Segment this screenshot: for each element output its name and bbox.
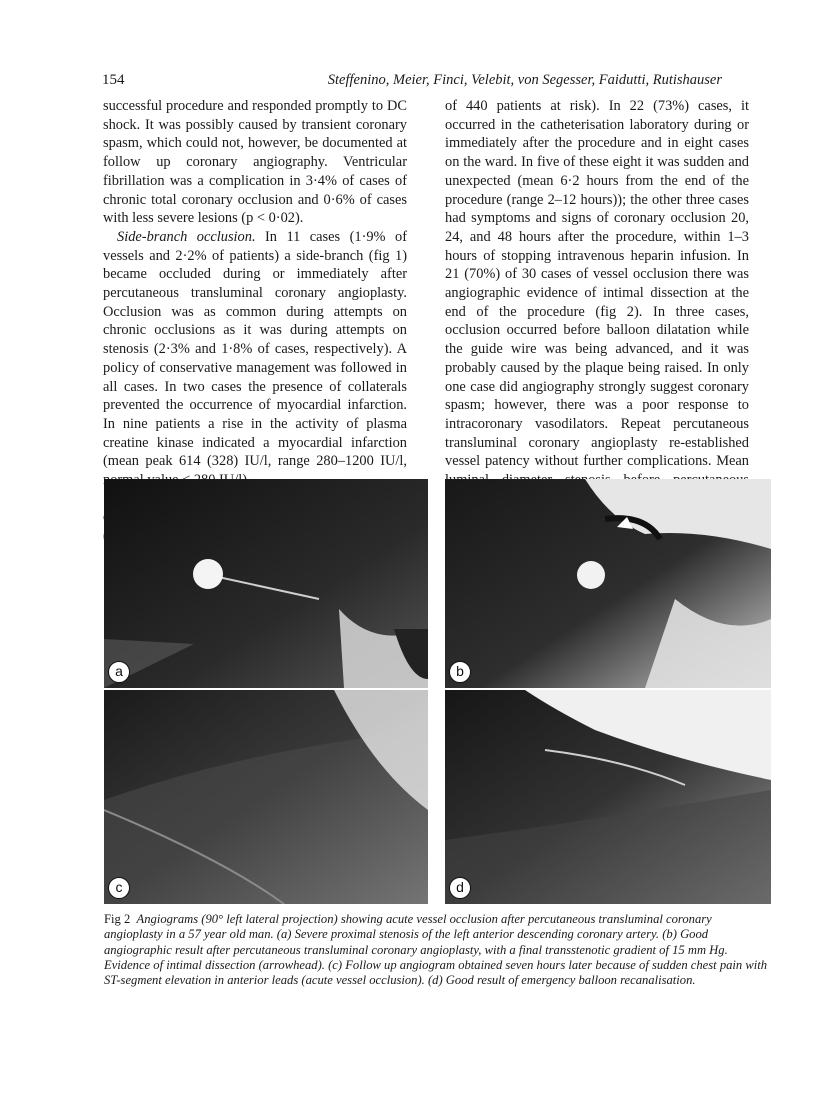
angiogram-image-b: [445, 479, 771, 688]
paragraph: [103, 228, 407, 490]
running-head-authors: Steffenino, Meier, Finci, Velebit, von Segesser, Faidutti, Rutishauser: [327, 72, 722, 88]
angiogram-image-a: [104, 479, 428, 688]
angiogram-panel-d: [445, 690, 771, 904]
figure-caption: [104, 912, 772, 988]
paragraph-text: successful procedure and responded promptly to DC shock. It was possibly caused by transient coronary spasm, which could not, however, be documented at follow up coronary angiography. Ventricular fibrillation was a complication in 3·4% of cases of chronic total coronary occlusion and 0·6% of cases with less severe lesions (p < 0·02).: [103, 98, 407, 227]
figure-caption-text: Angiograms (90° left lateral projection) showing acute vessel occlusion after percutaneous transluminal coronary angioplasty in a 57 year old man. (a) Severe proximal stenosis of the left anterior descending coronary artery. (b) Good angiographic result after percutaneous transluminal coronary angioplasty, with a final transstenotic gradient of 15 mm Hg. Evidence of intimal dissection (arrowhead). (c) Follow up angiogram obtained seven hours later because of sudden chest pain with ST-segment elevation in anterior leads (acute vessel occlusion). (d) Good result of emergency balloon recanalisation.: [104, 912, 768, 988]
figure-caption-label: Fig 2: [104, 912, 131, 926]
angiogram-image-c: [104, 690, 428, 904]
paragraph: [445, 97, 749, 527]
page-number: 154: [102, 72, 125, 88]
paragraph: [103, 97, 407, 228]
angiogram-panel-a: [104, 479, 428, 688]
angiogram-image-d: [445, 690, 771, 904]
paragraph-text: of 440 patients at risk). In 22 (73%) cases, it occurred in the catheterisation laboratory during or immediately after the procedure and in eight cases on the ward. In five of these eight it was sudden and unexpected (mean 6·2 hours from the end of the procedure (range 2–12 hours)); the other three cases had symptoms and signs of coronary occlusion 20, 24, and 48 hours after the procedure, within 1–3 hours of stopping intravenous heparin infusion. In 21 (70%) of 30 cases of vessel occlusion there was angiographic evidence of intimal dissection at the end of the procedure (fig 2). In three cases, occlusion occurred before balloon dilatation while the guide wire was being advanced, and it was probably caused by the plaque being raised. In only one case did angiography strongly suggest coronary spasm; however, there was a poor response to intracoronary vasodilators. Repeat percutaneous transluminal coronary angioplasty re-established vessel patency without further complications. Mean: [445, 98, 749, 470]
panel-label-c: c: [108, 877, 130, 899]
panel-label-a: a: [108, 661, 130, 683]
panel-label-d: d: [449, 877, 471, 899]
panel-label-b: b: [449, 661, 471, 683]
running-header: [102, 72, 722, 92]
section-runin-heading: Side-branch occlusion.: [117, 228, 256, 245]
right-column: [445, 97, 749, 527]
paragraph-text: In 11 cases (1·9% of vessels and 2·2% of patients) a side-branch (fig 1) became occluded during or immediately after percutaneous transluminal coronary angioplasty. Occlusion was as common during attempts on chronic occlusions as it was during attempts on stenosis (2·3% and 1·8% of cases, respectively). A policy of conservative management was followed in all cases. In two cases the presence of collaterals prevented the occurrence of myocardial infarction. In nine patients a rise in the activity of plasma creatine kinase indicated a myocardial infarction (mean peak 614 (328) IU/l, range 280–1200 IU/l,: [103, 228, 407, 470]
angiogram-panel-b: [445, 479, 771, 688]
angiogram-panel-c: [104, 690, 428, 904]
